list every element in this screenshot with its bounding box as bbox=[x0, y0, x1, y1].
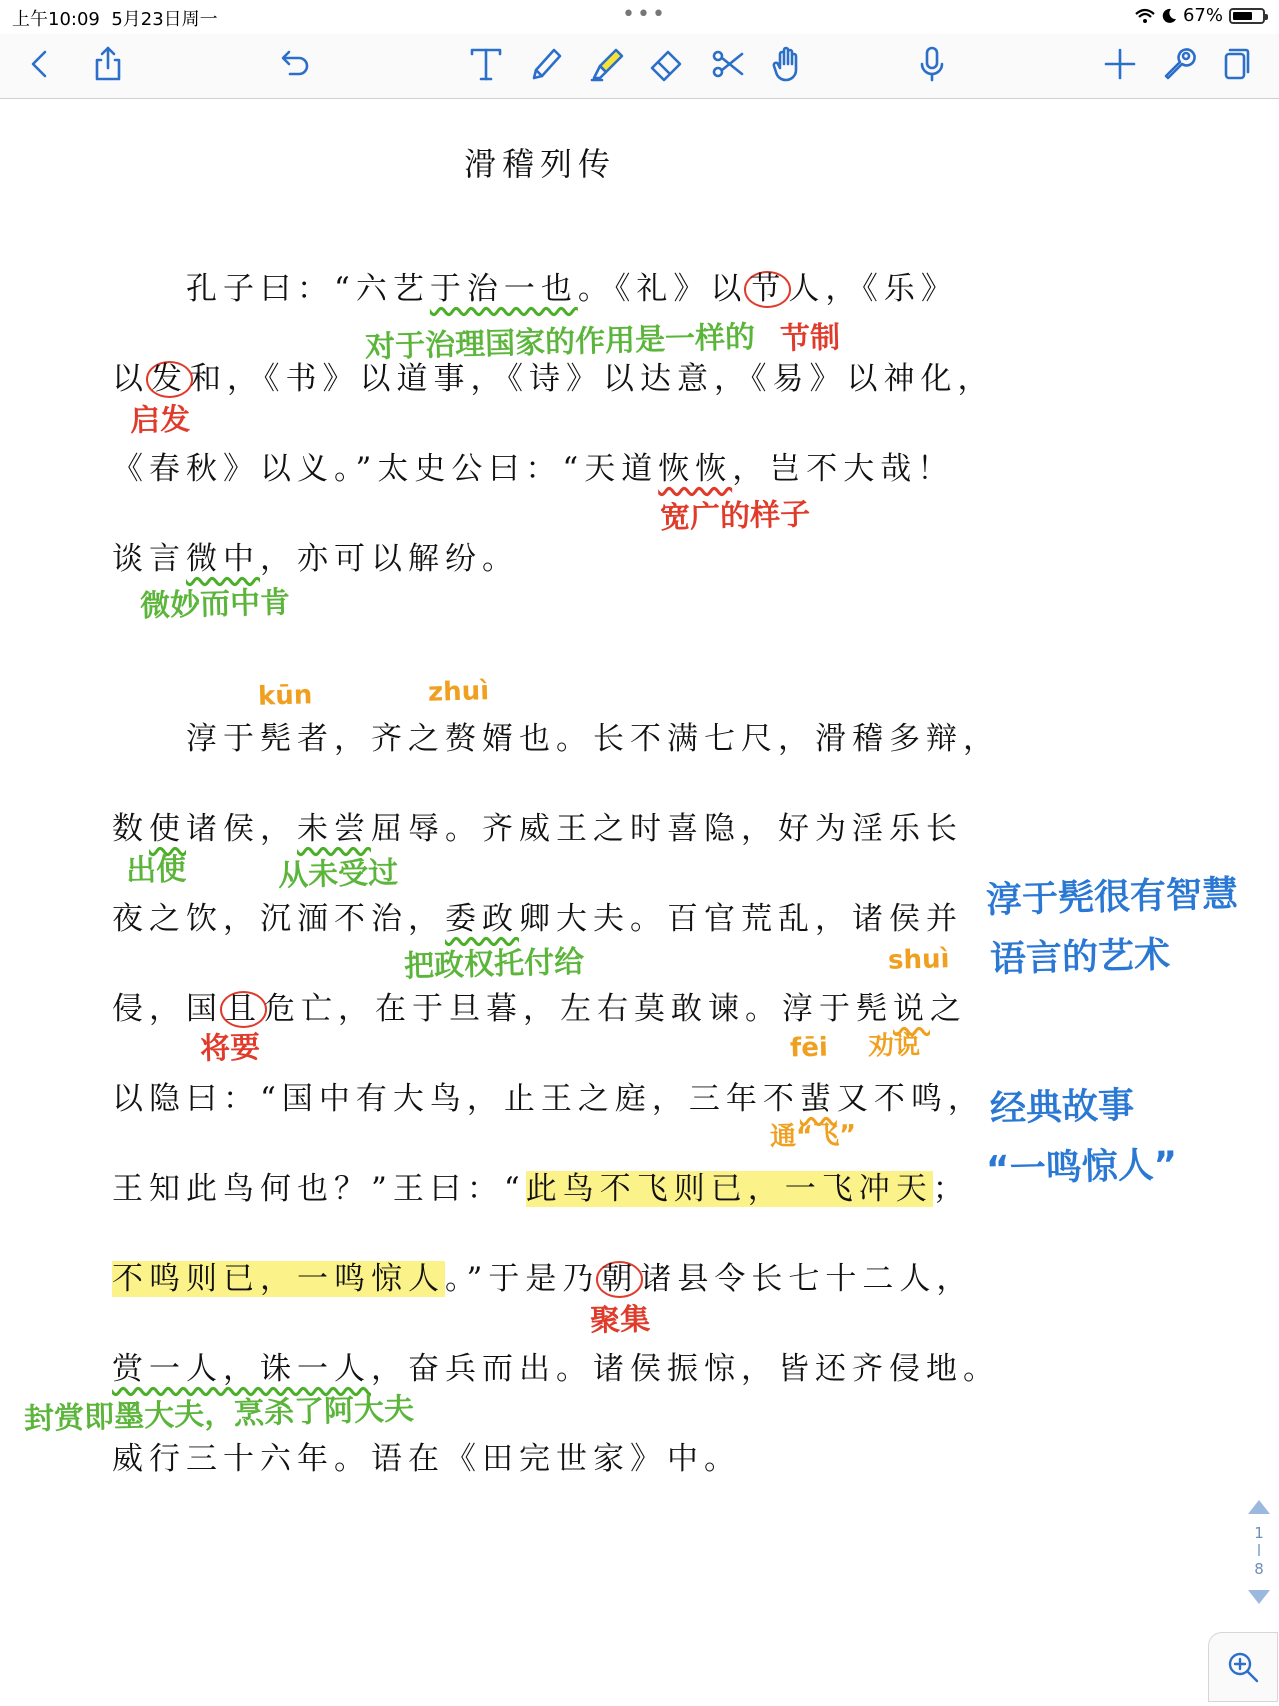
text-line: 赏一人，诛一人，奋兵而出。诸侯振惊，皆还齐侵地。 bbox=[112, 1351, 1000, 1387]
annotation-green: 把政权托付给 bbox=[403, 944, 585, 985]
zoom-button[interactable] bbox=[1208, 1632, 1278, 1702]
circled-char: 且 bbox=[220, 991, 267, 1028]
settings-button[interactable] bbox=[1156, 42, 1200, 86]
page-up-icon[interactable] bbox=[1248, 1500, 1270, 1514]
add-page-button[interactable] bbox=[1098, 42, 1142, 86]
margin-note: “一鸣惊人” bbox=[985, 1144, 1178, 1191]
back-button[interactable] bbox=[18, 42, 62, 86]
page-title: 滑稽列传 bbox=[463, 145, 616, 183]
share-icon bbox=[88, 44, 128, 84]
multitasking-dots-icon[interactable]: ••• bbox=[622, 2, 667, 27]
pen-icon bbox=[526, 44, 566, 84]
page-indicator[interactable] bbox=[1244, 1500, 1274, 1604]
text-line: 谈言微中，亦可以解纷。 bbox=[112, 541, 519, 577]
text-line: 数使诸侯，未尝屈辱。齐威王之时喜隐，好为淫乐长 bbox=[112, 811, 963, 847]
pages-button[interactable] bbox=[1214, 42, 1258, 86]
share-button[interactable] bbox=[86, 42, 130, 86]
back-icon bbox=[20, 44, 60, 84]
pages-icon bbox=[1216, 44, 1256, 84]
margin-note: 语言的艺术 bbox=[989, 934, 1171, 981]
annotation-green: 出使 bbox=[125, 852, 187, 889]
text-tool-icon bbox=[466, 44, 506, 84]
annotation-green: 从未受过 bbox=[277, 855, 399, 894]
toolbar bbox=[0, 34, 1279, 99]
annotation-red: 将要 bbox=[199, 1030, 261, 1067]
status-time: 上午10:09 bbox=[12, 9, 100, 30]
highlighter-icon bbox=[586, 44, 626, 84]
annotation-green: 封赏即墨大夫，烹杀了阿大夫 bbox=[23, 1391, 415, 1438]
margin-note: 经典故事 bbox=[989, 1085, 1135, 1130]
status-date: 5月23日周一 bbox=[111, 9, 218, 30]
annotation-red: 宽广的样子 bbox=[659, 497, 811, 536]
hand-icon bbox=[768, 44, 808, 84]
page-down-icon[interactable] bbox=[1248, 1590, 1270, 1604]
text-line: 以发和，《书》以道事，《诗》以达意，《易》以神化， bbox=[112, 361, 995, 397]
total-pages: 8 bbox=[1254, 1560, 1264, 1578]
undo-icon bbox=[274, 44, 314, 84]
microphone-icon bbox=[912, 44, 952, 84]
text-line: 王知此鸟何也？”王曰：“此鸟不飞则已，一飞冲天； bbox=[112, 1171, 970, 1207]
text-line: 孔子曰：“六艺于治一也。《礼》以节人，《乐》 bbox=[186, 271, 958, 307]
text-line: 淳于髡者，齐之赘婿也。长不满七尺，滑稽多辩， bbox=[186, 721, 1000, 757]
pen-tool-button[interactable] bbox=[524, 42, 568, 86]
battery-icon bbox=[1229, 8, 1265, 24]
text-line: 夜之饮，沉湎不治，委政卿大夫。百官荒乱，诸侯并 bbox=[112, 901, 963, 937]
settings-icon bbox=[1158, 44, 1198, 84]
text-line: 侵，国且危亡，在于旦暮，左右莫敢谏。淳于髡说之 bbox=[112, 991, 967, 1027]
margin-note: 淳于髡很有智慧 bbox=[985, 873, 1239, 922]
annotation-red: 聚集 bbox=[589, 1302, 651, 1339]
page-divider bbox=[1258, 1544, 1260, 1556]
undo-button[interactable] bbox=[272, 42, 316, 86]
microphone-button[interactable] bbox=[910, 42, 954, 86]
current-page: 1 bbox=[1254, 1524, 1264, 1542]
annotation-green: 微妙而中肯 bbox=[139, 585, 291, 624]
annotation-orange: 劝说 bbox=[867, 1030, 921, 1062]
highlighted-text: 此鸟不飞则已，一飞冲天 bbox=[525, 1171, 933, 1207]
wifi-icon bbox=[1135, 8, 1155, 24]
text-tool-button[interactable] bbox=[464, 42, 508, 86]
pinyin-annotation: kūn bbox=[257, 680, 313, 712]
pinyin-annotation: zhuì bbox=[427, 676, 490, 708]
annotation-orange: 通“飞” bbox=[769, 1119, 857, 1153]
circled-char: 节 bbox=[744, 271, 791, 308]
pinyin-annotation: fēi bbox=[789, 1032, 829, 1064]
hand-tool-button[interactable] bbox=[766, 42, 810, 86]
circled-char: 朝 bbox=[596, 1261, 643, 1298]
annotation-red: 节制 bbox=[779, 320, 841, 357]
text-line: 不鸣则已，一鸣惊人。”于是乃朝诸县令长七十二人， bbox=[112, 1261, 974, 1297]
text-line: 以隐曰：“国中有大鸟，止王之庭，三年不蜚又不鸣， bbox=[112, 1081, 985, 1117]
circled-char: 发 bbox=[146, 361, 193, 398]
add-page-icon bbox=[1100, 44, 1140, 84]
text-line: 威行三十六年。语在《田完世家》中。 bbox=[112, 1441, 741, 1477]
moon-icon bbox=[1161, 8, 1177, 24]
battery-percent: 67% bbox=[1182, 5, 1223, 26]
eraser-icon bbox=[646, 44, 686, 84]
document-page[interactable] bbox=[0, 99, 1279, 1706]
zoom-in-icon bbox=[1226, 1650, 1260, 1684]
eraser-tool-button[interactable] bbox=[644, 42, 688, 86]
lasso-icon bbox=[708, 44, 748, 84]
status-bar bbox=[0, 0, 1279, 34]
pinyin-annotation: shuì bbox=[887, 944, 950, 976]
text-line: 《春秋》以义。”太史公曰：“天道恢恢，岂不大哉！ bbox=[112, 451, 955, 487]
highlighted-text: 不鸣则已，一鸣惊人 bbox=[112, 1261, 445, 1297]
highlighter-tool-button[interactable] bbox=[584, 42, 628, 86]
annotation-green: 对于治理国家的作用是一样的 bbox=[364, 319, 756, 366]
annotation-red: 启发 bbox=[129, 402, 191, 439]
lasso-tool-button[interactable] bbox=[706, 42, 750, 86]
